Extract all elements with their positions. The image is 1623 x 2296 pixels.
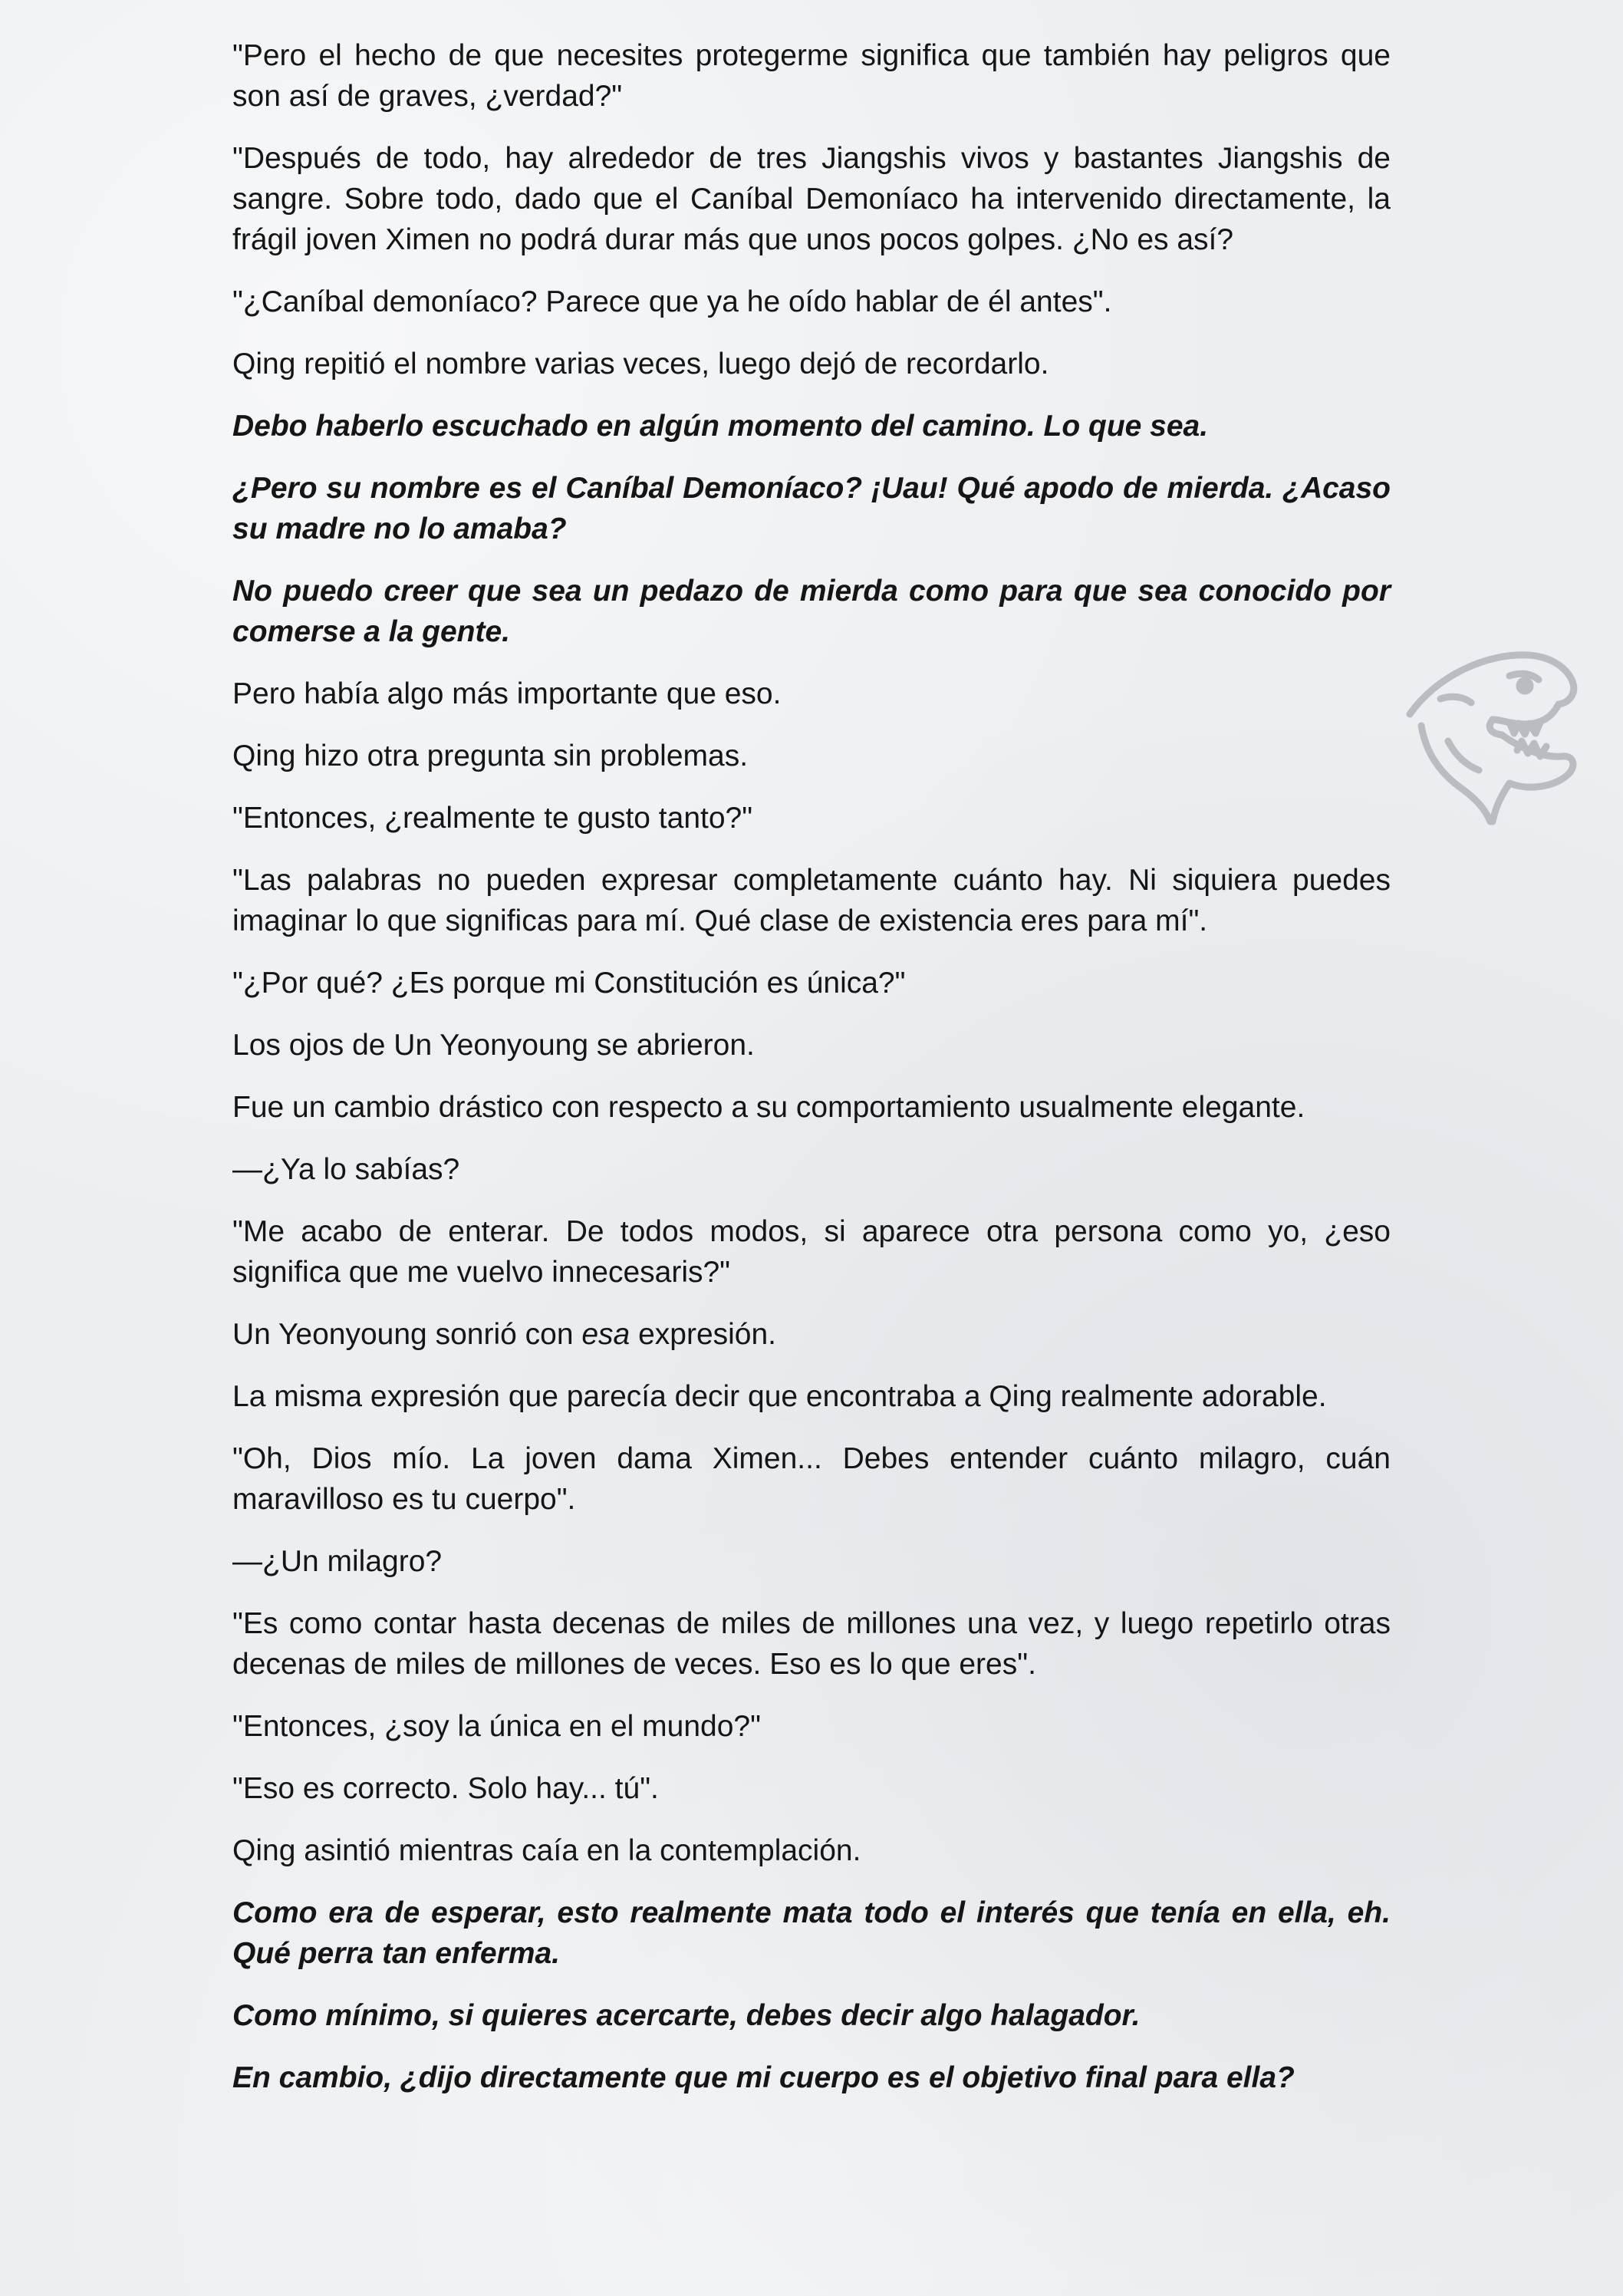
paragraph: Fue un cambio drástico con respecto a su comportamiento usualmente elegante. bbox=[232, 1091, 1305, 1124]
inner-thought-paragraph: Debo haberlo escuchado en algún momento del camino. Lo que sea. bbox=[232, 410, 1209, 443]
paragraph-text: expresión. bbox=[630, 1318, 777, 1351]
paragraph: "Entonces, ¿realmente te gusto tanto?" bbox=[232, 802, 753, 835]
paragraph: Los ojos de Un Yeonyoung se abrieron. bbox=[232, 1029, 755, 1062]
paragraph: —¿Ya lo sabías? bbox=[232, 1153, 460, 1186]
paragraph: "¿Caníbal demoníaco? Parece que ya he oído hablar de él antes". bbox=[232, 285, 1112, 318]
paragraph: Qing repitió el nombre varias veces, luego dejó de recordarlo. bbox=[232, 348, 1049, 380]
body-text bbox=[232, 35, 1391, 2120]
paragraph: Qing hizo otra pregunta sin problemas. bbox=[232, 740, 749, 772]
paragraph: "Después de todo, hay alrededor de tres Jiangshis vivos y bastantes Jiangshis de sangre. Sobre todo, dado que el Caníbal Demoníaco ha intervenido directamente, la frágil joven Ximen no podrá durar más que unos pocos golpes. ¿No es así? bbox=[232, 142, 1391, 256]
paragraph: Pero había algo más importante que eso. bbox=[232, 677, 782, 710]
paragraph: Qing asintió mientras caía en la contemplación. bbox=[232, 1834, 861, 1867]
paragraph: "Las palabras no pueden expresar completamente cuánto hay. Ni siquiera puedes imaginar lo que significas para mí. Qué clase de existencia eres para mí". bbox=[232, 864, 1391, 937]
paragraph-with-emphasis bbox=[232, 1314, 1391, 1355]
inner-thought-paragraph: En cambio, ¿dijo directamente que mi cuerpo es el objetivo final para ella? bbox=[232, 2061, 1295, 2094]
dinosaur-head-icon bbox=[1394, 634, 1594, 825]
paragraph: "Entonces, ¿soy la única en el mundo?" bbox=[232, 1710, 761, 1743]
paragraph-text: Un Yeonyoung sonrió con bbox=[232, 1318, 582, 1351]
paragraph: "Es como contar hasta decenas de miles de millones una vez, y luego repetirlo otras decenas de miles de millones de veces. Eso es lo que eres". bbox=[232, 1607, 1391, 1681]
paragraph: "Pero el hecho de que necesites protegerme significa que también hay peligros que son así de graves, ¿verdad?" bbox=[232, 39, 1391, 113]
emphasized-word: esa bbox=[581, 1318, 630, 1351]
inner-thought-paragraph: Como era de esperar, esto realmente mata todo el interés que tenía en ella, eh. Qué perra tan enferma. bbox=[232, 1896, 1391, 1970]
inner-thought-paragraph: Como mínimo, si quieres acercarte, debes decir algo halagador. bbox=[232, 1999, 1141, 2032]
paragraph: —¿Un milagro? bbox=[232, 1545, 443, 1578]
paragraph: "¿Por qué? ¿Es porque mi Constitución es única?" bbox=[232, 967, 906, 1000]
inner-thought-paragraph: No puedo creer que sea un pedazo de mierda como para que sea conocido por comerse a la gente. bbox=[232, 575, 1391, 648]
inner-thought-paragraph: ¿Pero su nombre es el Caníbal Demoníaco? ¡Uau! Qué apodo de mierda. ¿Acaso su madre no lo amaba? bbox=[232, 472, 1391, 545]
paragraph: "Me acabo de enterar. De todos modos, si aparece otra persona como yo, ¿eso significa que me vuelvo innecesaris?" bbox=[232, 1215, 1391, 1289]
paragraph: "Oh, Dios mío. La joven dama Ximen... Debes entender cuánto milagro, cuán maravilloso es tu cuerpo". bbox=[232, 1442, 1391, 1516]
paragraph: "Eso es correcto. Solo hay... tú". bbox=[232, 1772, 659, 1805]
paragraph: La misma expresión que parecía decir que encontraba a Qing realmente adorable. bbox=[232, 1380, 1327, 1413]
